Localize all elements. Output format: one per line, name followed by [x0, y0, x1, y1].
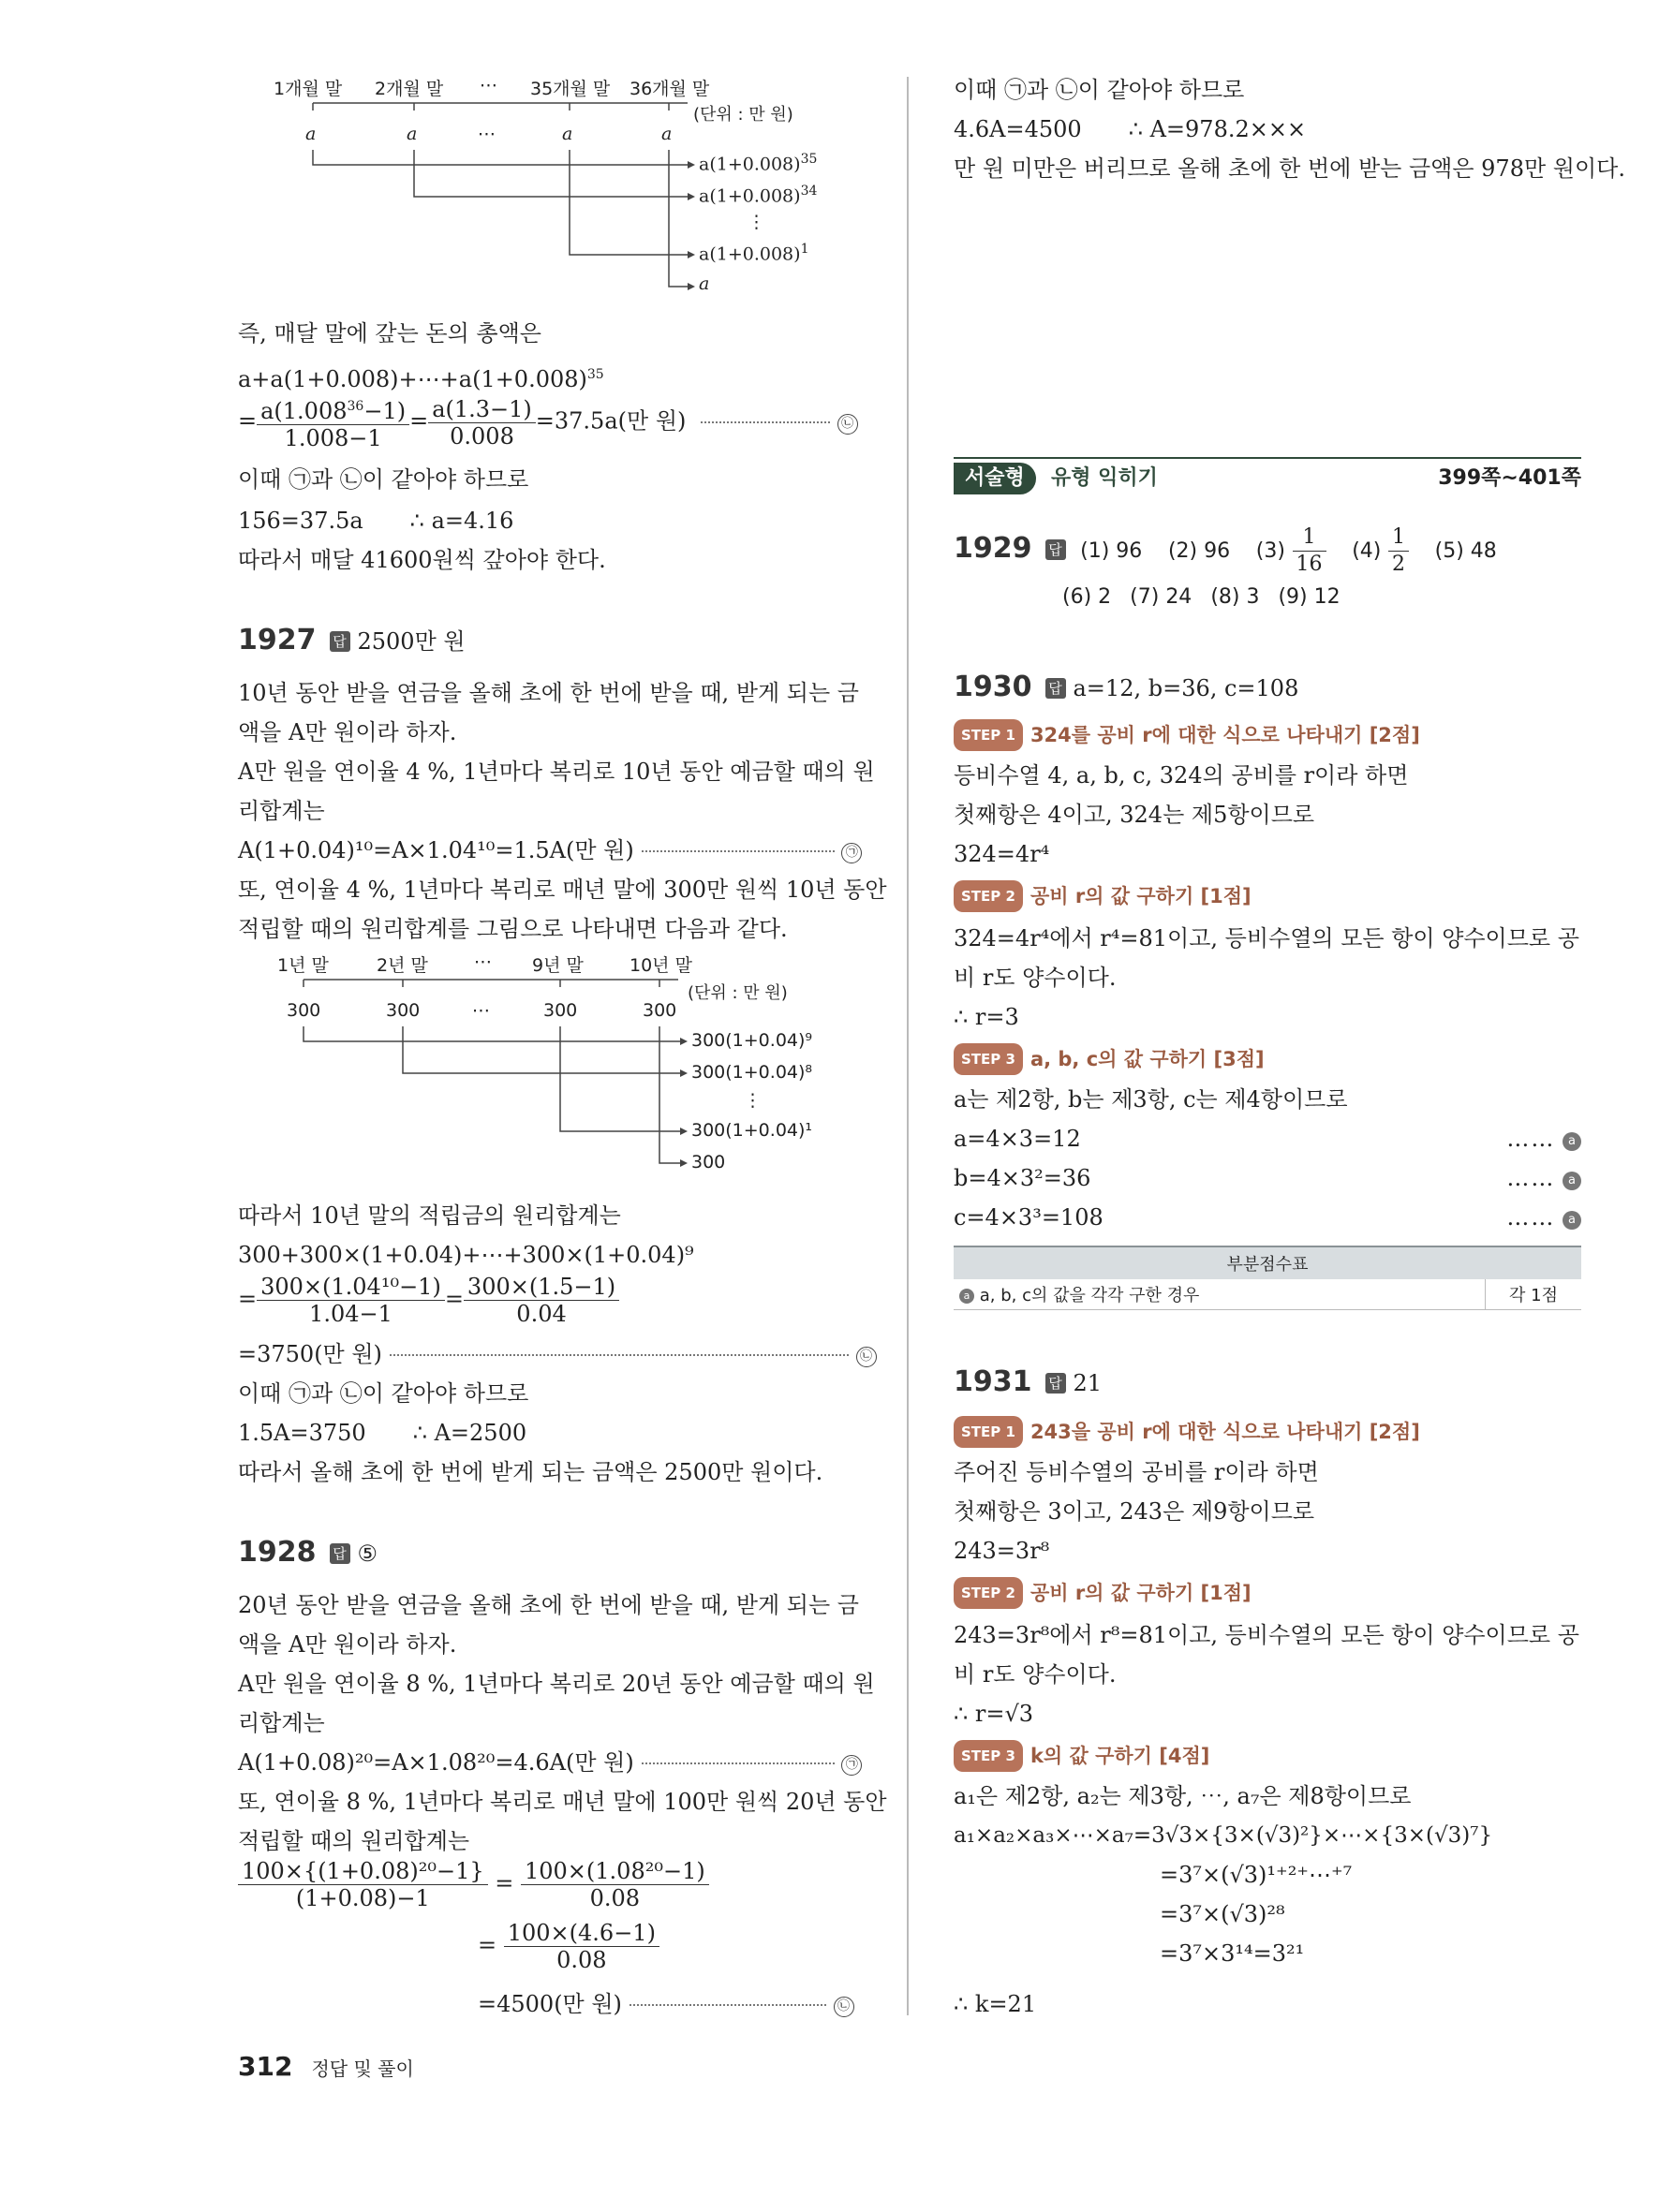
diagram-header: 36개월 말 [630, 79, 710, 99]
fraction: $\frac{\text{100×\{(1+0.08)²⁰−1\}}}{(1+0.08)-1}$ [238, 1858, 488, 1911]
formula-line: =4500(만 원) ㉡ [478, 1989, 854, 2019]
left-column [238, 0, 887, 2060]
diagram-header: 10년 말 [630, 955, 692, 976]
circled-mark: ㉠ [841, 1755, 862, 1776]
text-line: A만 원을 연이율 4 %, 1년마다 복리로 10년 동안 예금할 때의 원 [238, 759, 875, 785]
text-line: 즉, 매달 말에 갚는 돈의 총액은 [238, 320, 541, 347]
leader-dots [701, 421, 830, 423]
problem-number: 1928 [238, 1536, 317, 1569]
text-line: 243=3r⁸에서 r⁸=81이고, 등비수열의 모든 항이 양수이므로 공 [954, 1622, 1579, 1648]
fraction: $\frac{300\times(1.5-1)}{0.04}$ [464, 1274, 619, 1327]
formula-line: $\frac{\text{100×\{(1+0.08)²⁰−1\}}}{(1+0.08)-1}$ = $\frac{\text{100×(1.08²⁰−1)}}{0.08}$ [238, 1858, 709, 1911]
section-title: 유형 익히기 [1051, 466, 1158, 490]
text-line: 만 원 미만은 버리므로 올해 초에 한 번에 받는 금액은 978만 원이다. [954, 155, 1625, 182]
text-line: 첫째항은 4이고, 324는 제5항이므로 [954, 802, 1315, 828]
text-line: 243=3r⁸ [954, 1538, 1050, 1564]
diagram-value: 300 [386, 1000, 421, 1021]
circled-mark: ㉡ [837, 414, 858, 435]
problem-number: 1930 [954, 671, 1032, 703]
diagram-value: a [562, 124, 573, 144]
answer-item: (1) 96 [1080, 539, 1143, 563]
text-line: A만 원을 연이율 8 %, 1년마다 복리로 20년 동안 예금할 때의 원 [238, 1671, 875, 1697]
leader-dots [630, 2004, 826, 2006]
diagram-header: 2개월 말 [375, 79, 444, 99]
circled-mark: ㉠ [841, 843, 862, 863]
answer-mark-icon: 답 [1045, 1373, 1066, 1394]
fraction: $\frac{\text{300×(1.04¹⁰−1)}}{1.04-1}$ [257, 1274, 445, 1327]
diagram-value: ⋯ [478, 124, 496, 144]
fraction: $\frac{100\times(4.6-1)}{0.08}$ [504, 1920, 659, 1973]
diagram-result: $a(1+0.008)^{34}$ [699, 184, 818, 207]
diagram-result: 300(1+0.04)¹ [691, 1120, 813, 1141]
partial-score-table [954, 1246, 1581, 1310]
formula-line: A(1+0.08)²⁰=A×1.08²⁰=4.6A(만 원) ㉠ [238, 1747, 862, 1777]
fraction: $\frac{1}{2}$ [1388, 524, 1409, 578]
text-line: 따라서 올해 초에 한 번에 받게 되는 금액은 2500만 원이다. [238, 1459, 823, 1485]
column-divider [907, 77, 909, 2015]
diagram-header: ⋯ [480, 75, 497, 96]
leader-dots [642, 1762, 835, 1764]
formula-line: = $\frac{100\times(4.6-1)}{0.08}$ [478, 1920, 659, 1973]
page-number: 312 [238, 2051, 293, 2082]
diagram-result: a [699, 273, 710, 294]
answer-text: a=12, b=36, c=108 [1073, 675, 1299, 701]
diagram-value: a [661, 124, 673, 144]
text-line: 156=37.5a ∴ a=4.16 [238, 508, 514, 534]
diagram-result: 300(1+0.04)⁹ [691, 1030, 813, 1051]
text-line: 이때 ㉠과 ㉡이 같아야 하므로 [238, 1380, 529, 1407]
installment-diagram-1 [238, 75, 867, 300]
step-badge: STEP 1 [954, 719, 1023, 751]
installment-diagram-2 [238, 951, 867, 1176]
formula-line: =3⁷×(√3)¹⁺²⁺⋯⁺⁷ [1160, 1862, 1353, 1888]
table-desc: a, b, c의 값을 각각 구한 경우 [979, 1286, 1200, 1305]
problem-number: 1927 [238, 624, 317, 656]
problem-header-1927 [238, 626, 466, 656]
text-line: 첫째항은 3이고, 243은 제9항이므로 [954, 1498, 1315, 1525]
text-line: $a+a(1+0.008)+\cdots+a(1+0.008)^{35}$ [238, 366, 604, 392]
problem-header-1930 [954, 672, 1298, 703]
text-line: 액을 A만 원이라 하자. [238, 1631, 457, 1658]
page-footer [238, 2051, 414, 2082]
diagram-header: ⋯ [474, 951, 492, 972]
formula-line: =3⁷×3¹⁴=3²¹ [1160, 1940, 1305, 1967]
answer-item: (2) 96 [1167, 539, 1231, 563]
badge-a-icon: a [1563, 1211, 1581, 1230]
vdots-icon: ⋮ [744, 1090, 762, 1111]
step-badge: STEP 1 [954, 1416, 1023, 1448]
answer-item: (3) [1255, 539, 1285, 563]
text-line: 리합계는 [238, 798, 325, 824]
partial-score-mark: …… a [1506, 1124, 1581, 1154]
formula-line: b=4×3²=36 …… a [954, 1163, 1581, 1193]
problem-header-1929 [954, 524, 1497, 578]
circled-mark: ㉡ [856, 1347, 877, 1367]
diagram-header: 1개월 말 [274, 79, 343, 99]
answer-mark-icon: 답 [330, 1543, 350, 1564]
answer-mark-icon: 답 [1045, 539, 1066, 560]
step-heading: STEP 3 k의 값 구하기 [4점] [954, 1740, 1209, 1772]
text-line: 324=4r⁴에서 r⁴=81이고, 등비수열의 모든 항이 양수이므로 공 [954, 925, 1579, 951]
answer-mark-icon: 답 [1045, 678, 1066, 699]
text-line: 적립할 때의 원리합계를 그림으로 나타내면 다음과 같다. [238, 916, 788, 942]
text-line: 따라서 10년 말의 적립금의 원리합계는 [238, 1202, 621, 1229]
formula-line: =3⁷×(√3)²⁸ [1160, 1901, 1285, 1927]
text-line: 324=4r⁴ [954, 841, 1050, 867]
text-line: 300+300×(1+0.04)+⋯+300×(1+0.04)⁹ [238, 1242, 694, 1268]
diagram-unit: (단위 : 만 원) [688, 983, 788, 1003]
text-line: a₁은 제2항, a₂는 제3항, ⋯, a₇은 제8항이므로 [954, 1783, 1412, 1809]
right-column [954, 0, 1625, 2060]
answer-item: (5) 48 [1434, 539, 1497, 563]
answer-text: ⑤ [357, 1541, 378, 1567]
diagram-header: 35개월 말 [530, 79, 611, 99]
footer-label: 정답 및 풀이 [311, 2057, 414, 2080]
leader-dots [642, 850, 835, 852]
step-heading: STEP 2 공비 r의 값 구하기 [1점] [954, 880, 1252, 912]
text-line: 또, 연이율 4 %, 1년마다 복리로 매년 말에 300만 원씩 10년 동안 [238, 877, 887, 903]
fraction: $\frac{1}{16}$ [1293, 524, 1326, 578]
diagram-value: 300 [287, 1000, 321, 1021]
text-line: 이때 ㉠과 ㉡이 같아야 하므로 [238, 466, 529, 493]
formula-line: = $\frac{a(1.008^{36}-1)}{1.008-1}$ = $\frac{a(1.3-1)}{0.008}$ =37.5a(만 원) ㉡ [238, 393, 858, 451]
problem-header-1931 [954, 1367, 1102, 1398]
answer-text: 2500만 원 [357, 628, 466, 655]
text-line: ∴ k=21 [954, 1991, 1037, 2017]
text-line: 리합계는 [238, 1710, 325, 1736]
diagram-result: $a(1+0.008)^{35}$ [699, 152, 818, 175]
table-row [954, 1279, 1581, 1310]
section-header [954, 457, 1581, 498]
step-badge: STEP 2 [954, 1577, 1023, 1609]
diagram-value: a [407, 124, 418, 144]
text-line: ∴ r=√3 [954, 1701, 1034, 1727]
diagram-header: 2년 말 [377, 955, 428, 976]
problem-number: 1929 [954, 532, 1032, 565]
partial-score-mark: …… a [1506, 1163, 1581, 1193]
section-pages: 399쪽~401쪽 [1438, 466, 1581, 490]
formula-line: a₁×a₂×a₃×⋯×a₇=3√3×{3×(√3)²}×⋯×{3×(√3)⁷} [954, 1823, 1493, 1848]
formula-line: A(1+0.04)¹⁰=A×1.04¹⁰=1.5A(만 원) ㉠ [238, 835, 862, 865]
step-heading: STEP 1 243을 공비 r에 대한 식으로 나타내기 [2점] [954, 1416, 1420, 1448]
text-line: 비 r도 양수이다. [954, 1661, 1117, 1688]
step-badge: STEP 3 [954, 1043, 1023, 1075]
diagram-result: 300(1+0.04)⁸ [691, 1062, 813, 1083]
section-tag: 서술형 [954, 463, 1036, 494]
text-line: 1.5A=3750 ∴ A=2500 [238, 1420, 527, 1446]
text-line: 10년 동안 받을 연금을 올해 초에 한 번에 받을 때, 받게 되는 금 [238, 680, 859, 706]
text-line: ∴ r=3 [954, 1004, 1019, 1030]
formula-line: = $\frac{\text{300×(1.04¹⁰−1)}}{1.04-1}$ = $\frac{300\times(1.5-1)}{0.04}$ [238, 1274, 619, 1327]
answer-mark-icon: 답 [330, 631, 350, 652]
diagram-header: 1년 말 [277, 955, 329, 976]
answer-item: (4) [1352, 539, 1382, 563]
step-heading: STEP 3 a, b, c의 값 구하기 [3점] [954, 1043, 1265, 1075]
formula-line: a=4×3=12 …… a [954, 1124, 1581, 1154]
diagram-value: 300 [643, 1000, 677, 1021]
formula-line: =3750(만 원) ㉡ [238, 1339, 877, 1369]
problem-header-1928 [238, 1538, 378, 1569]
step-heading: STEP 2 공비 r의 값 구하기 [1점] [954, 1577, 1252, 1609]
step-heading: STEP 1 324를 공비 r에 대한 식으로 나타내기 [2점] [954, 719, 1420, 751]
problem-number: 1931 [954, 1365, 1032, 1398]
text-line: 따라서 매달 41600원씩 갚아야 한다. [238, 547, 606, 573]
text-line: a는 제2항, b는 제3항, c는 제4항이므로 [954, 1086, 1348, 1113]
badge-a-icon: a [1563, 1132, 1581, 1151]
fraction: $\frac{\text{100×(1.08²⁰−1)}}{0.08}$ [521, 1858, 709, 1911]
vdots-icon: ⋮ [748, 212, 765, 232]
text-line: 비 r도 양수이다. [954, 965, 1117, 991]
partial-score-mark: …… a [1506, 1202, 1581, 1232]
diagram-header: 9년 말 [532, 955, 584, 976]
text-line: 주어진 등비수열의 공비를 r이라 하면 [954, 1459, 1319, 1485]
diagram-unit: (단위 : 만 원) [693, 105, 793, 125]
text-line: 또, 연이율 8 %, 1년마다 복리로 매년 말에 100만 원씩 20년 동안 [238, 1789, 887, 1815]
diagram-result: 300 [691, 1152, 726, 1172]
text-line: 4.6A=4500 ∴ A=978.2××× [954, 116, 1307, 142]
text-line: 20년 동안 받을 연금을 올해 초에 한 번에 받을 때, 받게 되는 금 [238, 1592, 859, 1618]
diagram-value: ⋯ [472, 1000, 490, 1021]
table-header: 부분점수표 [954, 1246, 1581, 1279]
text-line: 적립할 때의 원리합계는 [238, 1828, 470, 1854]
text-line: 액을 A만 원이라 하자. [238, 719, 457, 745]
answer-row: (6) 2 (7) 24 (8) 3 (9) 12 [1062, 585, 1341, 609]
diagram-value: 300 [543, 1000, 578, 1021]
step-badge: STEP 3 [954, 1740, 1023, 1772]
badge-a-icon: a [959, 1289, 974, 1304]
text-line: 등비수열 4, a, b, c, 324의 공비를 r이라 하면 [954, 762, 1409, 789]
diagram-value: a [305, 124, 317, 144]
formula-line: c=4×3³=108 …… a [954, 1202, 1581, 1232]
badge-a-icon: a [1563, 1172, 1581, 1190]
table-score: 각 1점 [1486, 1279, 1582, 1310]
answer-text: 21 [1073, 1370, 1103, 1396]
fraction: $\frac{a(1.3-1)}{0.008}$ [428, 396, 536, 450]
fraction: $\frac{a(1.008^{36}-1)}{1.008-1}$ [257, 393, 409, 451]
text-line: 이때 ㉠과 ㉡이 같아야 하므로 [954, 77, 1245, 103]
diagram-result: $a(1+0.008)^1$ [699, 242, 809, 265]
circled-mark: ㉡ [834, 1997, 854, 2017]
section-rule [954, 457, 1581, 459]
leader-dots [390, 1354, 849, 1356]
step-badge: STEP 2 [954, 880, 1023, 912]
